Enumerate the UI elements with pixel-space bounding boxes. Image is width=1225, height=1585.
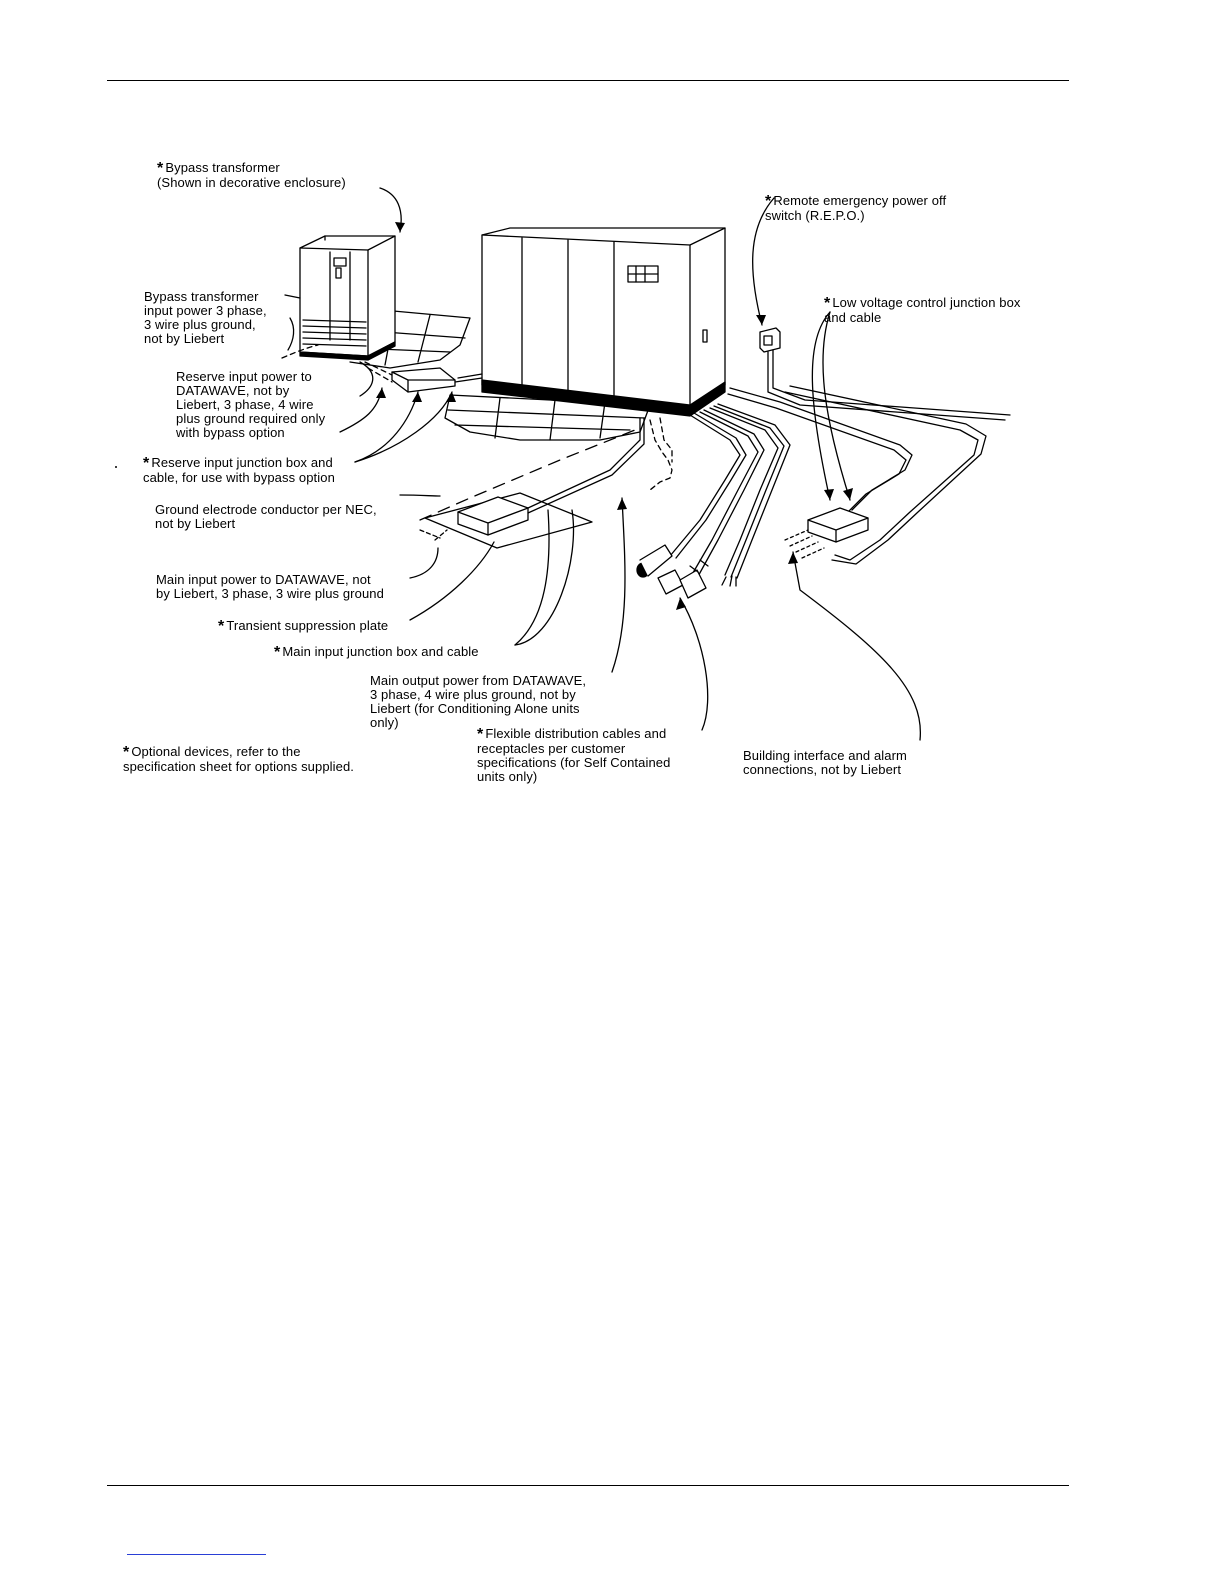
- optional-star: *: [765, 193, 772, 210]
- optional-star: *: [143, 455, 150, 472]
- label-main-junction-box: * Main input junction box and cable: [274, 644, 479, 661]
- optional-star: *: [218, 618, 225, 635]
- optional-star: *: [123, 744, 130, 761]
- optional-star: *: [477, 726, 484, 743]
- label-bypass-input-power: Bypass transformer input power 3 phase, 3 wire plus ground, not by Liebert: [144, 289, 267, 346]
- label-main-output-power: Main output power from DATAWAVE, 3 phase, 4 wire plus ground, not by Liebert (for Conditioning Alone units only): [370, 673, 587, 730]
- label-repo-switch: * Remote emergency power off switch (R.E.P.O.): [765, 193, 947, 223]
- reserve-junction-box: [392, 368, 482, 392]
- label-reserve-junction-box: * Reserve input junction box and cable, for use with bypass option: [143, 455, 335, 485]
- label-bypass-transformer: * Bypass transformer (Shown in decorative enclosure): [157, 160, 346, 190]
- label-ground-electrode: Ground electrode conductor per NEC, not by Liebert: [155, 502, 377, 531]
- label-main-input-power: Main input power to DATAWAVE, not by Liebert, 3 phase, 3 wire plus ground: [156, 572, 384, 601]
- optional-star: *: [274, 644, 281, 661]
- optional-star: *: [824, 295, 831, 312]
- bypass-transformer-cabinet: [300, 236, 395, 360]
- cable-receptacles: [637, 545, 736, 598]
- label-building-interface: Building interface and alarm connections, not by Liebert: [743, 748, 907, 777]
- low-voltage-junction-box: [785, 508, 868, 558]
- optional-star: *: [157, 160, 164, 177]
- label-transient-suppression-plate: * Transient suppression plate: [218, 618, 389, 635]
- stray-mark: [115, 466, 117, 468]
- label-low-voltage-junction-box: * Low voltage control junction box and cable: [824, 295, 1021, 325]
- label-optional-devices-note: * Optional devices, refer to the specification sheet for options supplied.: [123, 744, 355, 774]
- label-reserve-input-power: Reserve input power to DATAWAVE, not by Liebert, 3 phase, 4 wire plus ground required only with bypass option: [176, 369, 326, 440]
- datawave-main-cabinet: [482, 228, 725, 416]
- label-flexible-distribution-cables: * Flexible distribution cables and receptacles per customer specifications (for Self Contained units only): [477, 726, 671, 784]
